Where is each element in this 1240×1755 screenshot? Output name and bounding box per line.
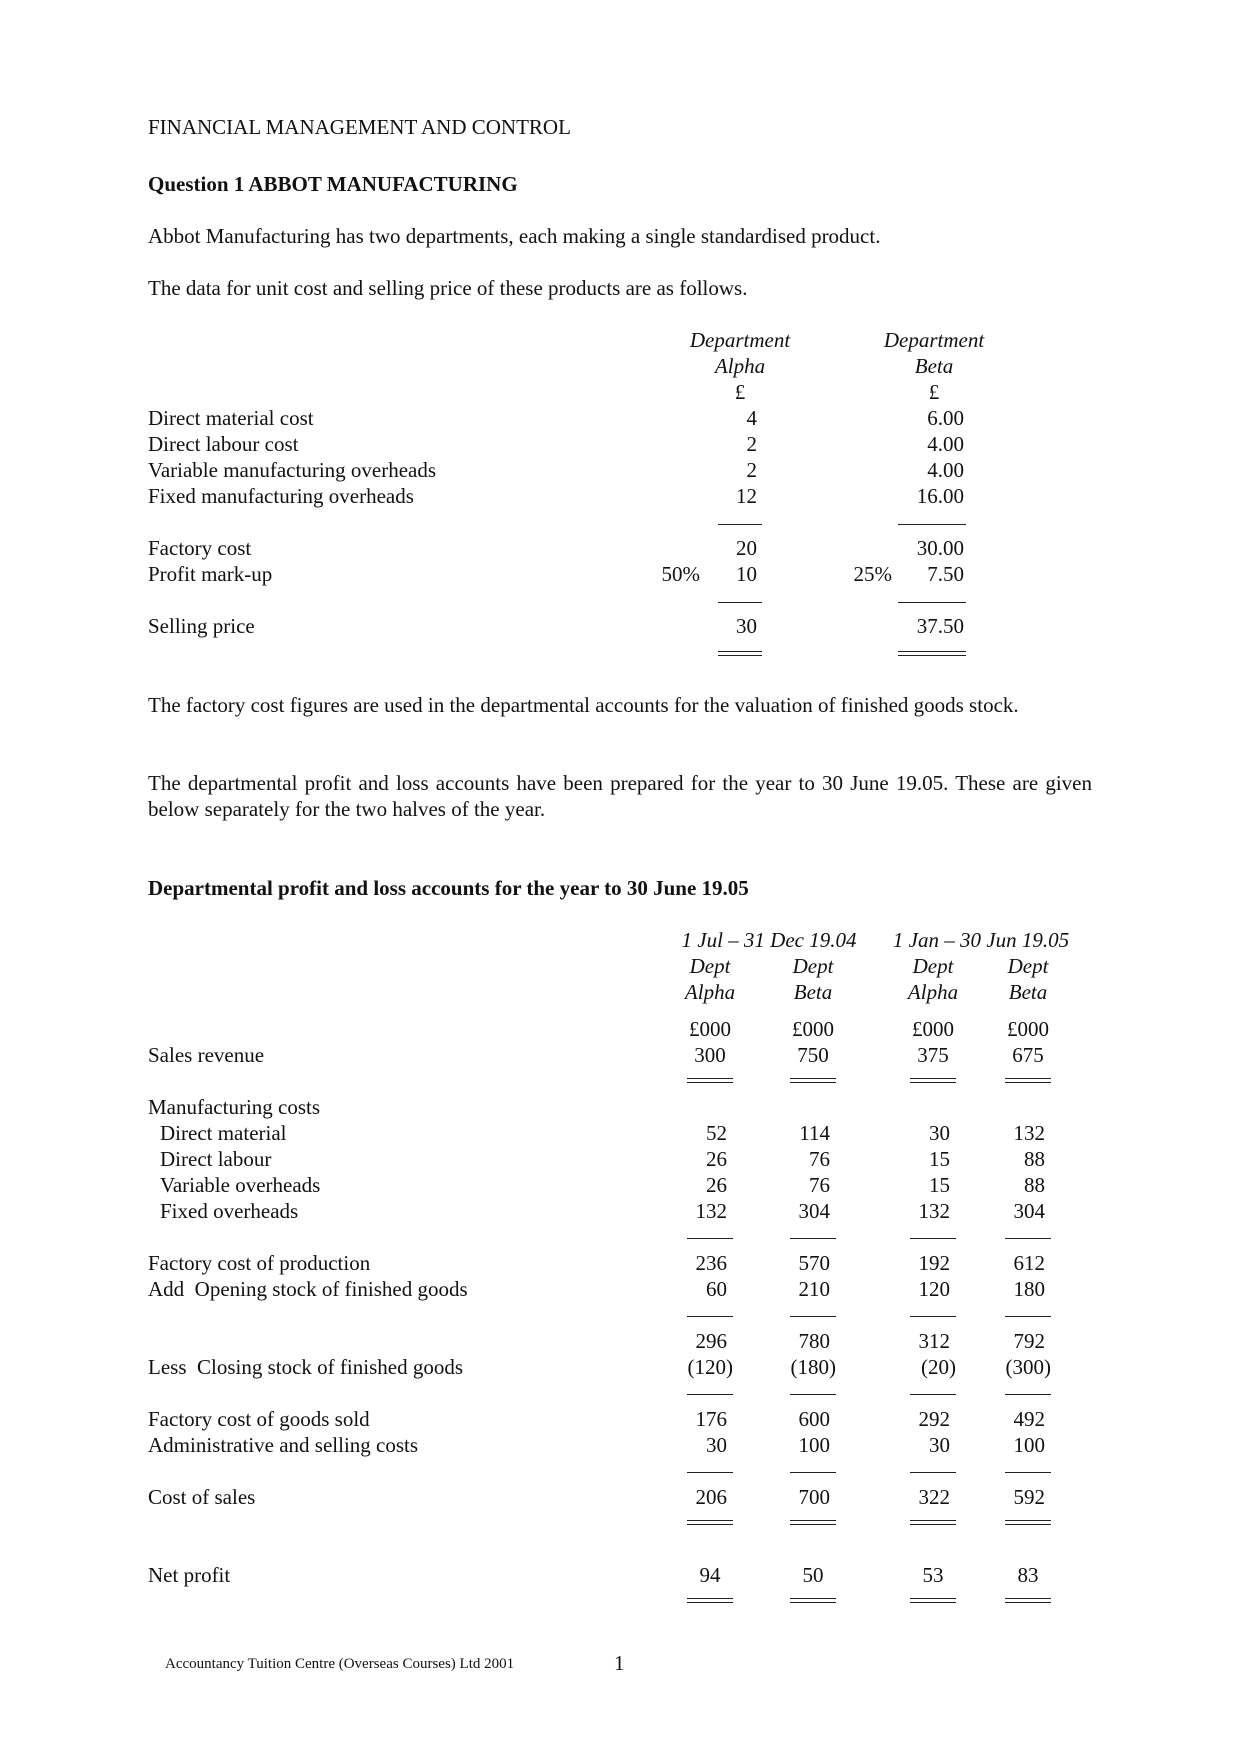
row-label: Direct material cost — [148, 406, 314, 430]
selling-price-beta: 37.50 — [916, 614, 964, 638]
subtotal-rule — [910, 1472, 956, 1473]
cell: 76 — [809, 1147, 830, 1171]
beta-value: 4.00 — [927, 458, 964, 482]
cell: 612 — [1013, 1251, 1045, 1275]
alpha-unit: £ — [734, 380, 746, 404]
cell: 192 — [918, 1251, 950, 1275]
page-number: 1 — [614, 1651, 625, 1675]
cell: 60 — [706, 1277, 727, 1301]
dept-header-line2: Alpha — [684, 980, 736, 1004]
total-double-rule — [718, 651, 762, 656]
total-double-rule — [898, 651, 966, 656]
dept-unit: £000 — [792, 1017, 834, 1041]
cell: 300 — [694, 1043, 726, 1067]
cell: 304 — [1013, 1199, 1045, 1223]
dept-header-line1: Dept — [689, 954, 731, 978]
alpha-header-line2: Alpha — [714, 354, 766, 378]
beta-unit: £ — [928, 380, 940, 404]
intro-paragraph-2: The data for unit cost and selling price of these products are as follows. — [148, 276, 748, 300]
beta-value: 4.00 — [927, 432, 964, 456]
row-label: Direct labour cost — [148, 432, 299, 456]
cell: 26 — [706, 1173, 727, 1197]
markup-alpha-value: 10 — [736, 562, 757, 586]
subtotal-rule — [910, 1394, 956, 1395]
cell: 94 — [699, 1563, 721, 1587]
row-label: Add Opening stock of finished goods — [148, 1277, 468, 1301]
cell: (180) — [790, 1355, 836, 1379]
total-double-rule — [790, 1078, 836, 1083]
cell: 700 — [798, 1485, 830, 1509]
row-label: Less Closing stock of finished goods — [148, 1355, 463, 1379]
beta-value: 6.00 — [927, 406, 964, 430]
cell: 592 — [1013, 1485, 1045, 1509]
total-double-rule — [1005, 1598, 1051, 1603]
cell: (20) — [921, 1355, 956, 1379]
cell: (300) — [1005, 1355, 1051, 1379]
dept-header-line2: Alpha — [907, 980, 959, 1004]
cell: 492 — [1013, 1407, 1045, 1431]
cell: 296 — [695, 1329, 727, 1353]
cell: 304 — [798, 1199, 830, 1223]
cell: 120 — [918, 1277, 950, 1301]
cell: 100 — [1013, 1433, 1045, 1457]
period-header: 1 Jan – 30 Jun 19.05 — [892, 928, 1070, 952]
subtotal-rule — [1005, 1394, 1051, 1395]
dept-header-line1: Dept — [912, 954, 954, 978]
dept-unit: £000 — [1007, 1017, 1049, 1041]
cell: 780 — [798, 1329, 830, 1353]
dept-header-line1: Dept — [1007, 954, 1049, 978]
subtotal-rule — [687, 1238, 733, 1239]
row-label: Factory cost of production — [148, 1251, 371, 1275]
cell: 30 — [929, 1121, 950, 1145]
markup-beta-value: 7.50 — [927, 562, 964, 586]
subtotal-rule — [1005, 1472, 1051, 1473]
dept-header-line2: Beta — [793, 980, 833, 1004]
row-label: Variable manufacturing overheads — [148, 458, 437, 482]
markup-alpha-percent: 50% — [661, 562, 700, 586]
period-header: 1 Jul – 31 Dec 19.04 — [681, 928, 857, 952]
total-double-rule — [910, 1598, 956, 1603]
cell: 53 — [922, 1563, 944, 1587]
selling-price-label: Selling price — [148, 614, 255, 638]
cell: 26 — [706, 1147, 727, 1171]
subtotal-rule — [718, 524, 762, 525]
selling-price-alpha: 30 — [736, 614, 757, 638]
subtotal-rule — [790, 1316, 836, 1317]
subtotal-rule — [718, 602, 762, 603]
total-double-rule — [910, 1078, 956, 1083]
cell: 236 — [695, 1251, 727, 1275]
alpha-value: 12 — [736, 484, 757, 508]
cell: 76 — [809, 1173, 830, 1197]
intro-paragraph-1: Abbot Manufacturing has two departments, each making a single standardised product. — [148, 224, 881, 248]
pl-title: Departmental profit and loss accounts for the year to 30 June 19.05 — [148, 876, 749, 900]
row-label: Cost of sales — [148, 1485, 256, 1509]
course-title: FINANCIAL MANAGEMENT AND CONTROL — [148, 115, 571, 139]
markup-label: Profit mark-up — [148, 562, 273, 586]
dept-header-line1: Dept — [792, 954, 834, 978]
beta-header-line2: Beta — [914, 354, 954, 378]
row-label: Direct labour — [160, 1147, 272, 1171]
total-double-rule — [790, 1520, 836, 1525]
row-label: Factory cost of goods sold — [148, 1407, 370, 1431]
total-double-rule — [910, 1520, 956, 1525]
subtotal-rule — [790, 1238, 836, 1239]
cell: 600 — [798, 1407, 830, 1431]
cell: 176 — [695, 1407, 727, 1431]
dept-header-line2: Beta — [1008, 980, 1048, 1004]
alpha-value: 4 — [746, 406, 757, 430]
cell: 132 — [918, 1199, 950, 1223]
notes-paragraph-2: The departmental profit and loss accounts have been prepared for the year to 30 June 19.05. These are given below separately for the two halves of the year. — [148, 771, 1092, 821]
subtotal-rule — [687, 1472, 733, 1473]
cell: 50 — [802, 1563, 824, 1587]
subtotal-rule — [910, 1316, 956, 1317]
factory-cost-beta: 30.00 — [916, 536, 964, 560]
dept-unit: £000 — [912, 1017, 954, 1041]
subtotal-rule — [898, 524, 966, 525]
cell: 292 — [918, 1407, 950, 1431]
cell: 132 — [695, 1199, 727, 1223]
notes-paragraph-1: The factory cost figures are used in the departmental accounts for the valuation of finished goods stock. — [148, 693, 1019, 717]
total-double-rule — [790, 1598, 836, 1603]
cell: 206 — [695, 1485, 727, 1509]
cell: 675 — [1012, 1043, 1044, 1067]
cell: 15 — [929, 1173, 950, 1197]
subtotal-rule — [898, 602, 966, 603]
row-label: Direct material — [160, 1121, 287, 1145]
markup-beta-percent: 25% — [853, 562, 892, 586]
row-label: Net profit — [148, 1563, 231, 1587]
subtotal-rule — [687, 1394, 733, 1395]
footer-company: Accountancy Tuition Centre (Overseas Courses) Ltd 2001 — [165, 1656, 515, 1672]
alpha-header-line1: Department — [689, 328, 791, 352]
cell: 570 — [798, 1251, 830, 1275]
subtotal-rule — [910, 1238, 956, 1239]
cell: 100 — [798, 1433, 830, 1457]
total-double-rule — [687, 1520, 733, 1525]
cell: 210 — [798, 1277, 830, 1301]
manufacturing-costs-heading: Manufacturing costs — [148, 1095, 321, 1119]
row-label: Fixed manufacturing overheads — [148, 484, 414, 508]
alpha-value: 2 — [746, 458, 757, 482]
alpha-value: 2 — [746, 432, 757, 456]
cell: 322 — [918, 1485, 950, 1509]
cell: 180 — [1013, 1277, 1045, 1301]
cell: 792 — [1013, 1329, 1045, 1353]
row-label: Administrative and selling costs — [148, 1433, 419, 1457]
factory-cost-alpha: 20 — [736, 536, 757, 560]
beta-header-line1: Department — [883, 328, 985, 352]
dept-unit: £000 — [689, 1017, 731, 1041]
cell: 312 — [918, 1329, 950, 1353]
row-label: Sales revenue — [148, 1043, 265, 1067]
cell: 88 — [1024, 1173, 1045, 1197]
total-double-rule — [1005, 1520, 1051, 1525]
factory-cost-label: Factory cost — [148, 536, 252, 560]
cell: 83 — [1017, 1563, 1039, 1587]
cell: 375 — [917, 1043, 949, 1067]
cell: (120) — [687, 1355, 733, 1379]
cell: 114 — [799, 1121, 830, 1145]
beta-value: 16.00 — [916, 484, 964, 508]
total-double-rule — [687, 1598, 733, 1603]
subtotal-rule — [1005, 1316, 1051, 1317]
cell: 30 — [706, 1433, 727, 1457]
subtotal-rule — [1005, 1238, 1051, 1239]
cell: 52 — [706, 1121, 727, 1145]
subtotal-rule — [687, 1316, 733, 1317]
cell: 30 — [929, 1433, 950, 1457]
cell: 132 — [1013, 1121, 1045, 1145]
cell: 750 — [797, 1043, 829, 1067]
subtotal-rule — [790, 1472, 836, 1473]
question-title: Question 1 ABBOT MANUFACTURING — [148, 172, 518, 196]
total-double-rule — [1005, 1078, 1051, 1083]
total-double-rule — [687, 1078, 733, 1083]
row-label: Variable overheads — [160, 1173, 321, 1197]
cell: 88 — [1024, 1147, 1045, 1171]
cell: 15 — [929, 1147, 950, 1171]
subtotal-rule — [790, 1394, 836, 1395]
row-label: Fixed overheads — [160, 1199, 299, 1223]
